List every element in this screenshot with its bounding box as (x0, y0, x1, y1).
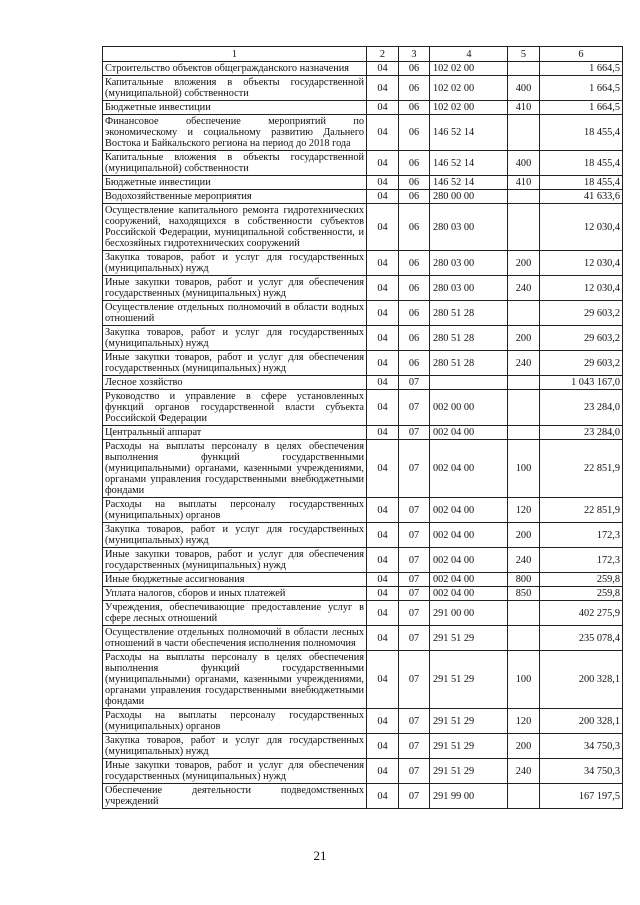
row-target-article: 280 03 00 (430, 251, 508, 276)
row-subsection: 06 (399, 276, 430, 301)
row-expense-type (508, 390, 540, 426)
page-number: 21 (313, 848, 327, 863)
row-target-article: 291 51 29 (430, 626, 508, 651)
row-target-article: 002 00 00 (430, 390, 508, 426)
row-subsection: 07 (399, 440, 430, 498)
row-amount: 12 030,4 (540, 204, 623, 251)
row-section: 04 (367, 626, 399, 651)
row-section: 04 (367, 601, 399, 626)
row-amount: 1 664,5 (540, 62, 623, 76)
row-section: 04 (367, 76, 399, 101)
row-expense-type: 100 (508, 440, 540, 498)
row-name: Расходы на выплаты персоналу в целях обеспечения выполнения функций государственными (муниципальными) органами, казенными учреждениями, органами управления государственными внебюджетными фондами (103, 440, 367, 498)
table-row (103, 76, 623, 101)
row-expense-type: 240 (508, 276, 540, 301)
table-row (103, 251, 623, 276)
row-amount: 172,3 (540, 548, 623, 573)
row-expense-type (508, 301, 540, 326)
row-name: Руководство и управление в сфере установленных функций органов государственной власти субъекта Российской Федерации (103, 390, 367, 426)
row-target-article: 280 51 28 (430, 351, 508, 376)
row-expense-type (508, 601, 540, 626)
row-section: 04 (367, 651, 399, 709)
row-amount: 200 328,1 (540, 709, 623, 734)
table-row (103, 276, 623, 301)
row-amount: 402 275,9 (540, 601, 623, 626)
row-subsection: 07 (399, 601, 430, 626)
table-row (103, 626, 623, 651)
row-target-article: 280 51 28 (430, 326, 508, 351)
row-subsection: 06 (399, 176, 430, 190)
table-row (103, 498, 623, 523)
table-row (103, 573, 623, 587)
table-row (103, 301, 623, 326)
row-subsection: 07 (399, 426, 430, 440)
row-name: Расходы на выплаты персоналу государственных (муниципальных) органов (103, 709, 367, 734)
row-subsection: 07 (399, 498, 430, 523)
row-target-article: 002 04 00 (430, 440, 508, 498)
row-target-article: 280 03 00 (430, 276, 508, 301)
row-target-article: 146 52 14 (430, 176, 508, 190)
row-section: 04 (367, 548, 399, 573)
row-name: Закупка товаров, работ и услуг для государственных (муниципальных) нужд (103, 251, 367, 276)
budget-table (102, 46, 623, 809)
row-section: 04 (367, 709, 399, 734)
row-section: 04 (367, 784, 399, 809)
row-subsection: 07 (399, 376, 430, 390)
row-section: 04 (367, 204, 399, 251)
row-name: Иные закупки товаров, работ и услуг для обеспечения государственных (муниципальных) нужд (103, 351, 367, 376)
row-name: Осуществление отдельных полномочий в области лесных отношений в части обеспечения исполнения полномочия (103, 626, 367, 651)
row-subsection: 07 (399, 523, 430, 548)
table-row (103, 601, 623, 626)
row-section: 04 (367, 115, 399, 151)
row-section: 04 (367, 734, 399, 759)
row-name: Центральный аппарат (103, 426, 367, 440)
row-name: Расходы на выплаты персоналу в целях обеспечения выполнения функций государственными (муниципальными) органами, казенными учреждениями, органами управления государственными внебюджетными фондами (103, 651, 367, 709)
table-row (103, 62, 623, 76)
row-name: Водохозяйственные мероприятия (103, 190, 367, 204)
row-name: Иные закупки товаров, работ и услуг для обеспечения государственных (муниципальных) нужд (103, 276, 367, 301)
row-amount: 1 043 167,0 (540, 376, 623, 390)
row-amount: 29 603,2 (540, 351, 623, 376)
row-expense-type: 200 (508, 734, 540, 759)
header-col-5: 5 (508, 47, 540, 62)
row-name: Обеспечение деятельности подведомственных учреждений (103, 784, 367, 809)
table-row (103, 376, 623, 390)
row-section: 04 (367, 440, 399, 498)
row-expense-type (508, 62, 540, 76)
row-name: Финансовое обеспечение мероприятий по экономическому и социальному развитию Дальнего Востока и Байкальского региона на период до 2018 года (103, 115, 367, 151)
table-row (103, 326, 623, 351)
row-target-article: 002 04 00 (430, 426, 508, 440)
table-row (103, 101, 623, 115)
row-section: 04 (367, 523, 399, 548)
table-row (103, 204, 623, 251)
row-name: Капитальные вложения в объекты государственной (муниципальной) собственности (103, 151, 367, 176)
row-target-article: 146 52 14 (430, 115, 508, 151)
row-section: 04 (367, 351, 399, 376)
row-expense-type (508, 190, 540, 204)
row-name: Иные закупки товаров, работ и услуг для обеспечения государственных (муниципальных) нужд (103, 759, 367, 784)
table-row (103, 651, 623, 709)
row-section: 04 (367, 573, 399, 587)
row-expense-type: 400 (508, 151, 540, 176)
row-expense-type (508, 115, 540, 151)
row-section: 04 (367, 426, 399, 440)
table-row (103, 587, 623, 601)
row-subsection: 07 (399, 734, 430, 759)
table-row (103, 734, 623, 759)
row-name: Осуществление отдельных полномочий в области водных отношений (103, 301, 367, 326)
row-amount: 12 030,4 (540, 276, 623, 301)
row-expense-type (508, 626, 540, 651)
row-subsection: 06 (399, 76, 430, 101)
row-expense-type: 800 (508, 573, 540, 587)
header-col-3: 3 (399, 47, 430, 62)
row-amount: 34 750,3 (540, 759, 623, 784)
row-subsection: 06 (399, 351, 430, 376)
row-subsection: 06 (399, 101, 430, 115)
row-subsection: 07 (399, 626, 430, 651)
row-section: 04 (367, 301, 399, 326)
row-amount: 22 851,9 (540, 440, 623, 498)
row-amount: 235 078,4 (540, 626, 623, 651)
row-subsection: 07 (399, 573, 430, 587)
row-target-article: 002 04 00 (430, 548, 508, 573)
row-subsection: 07 (399, 759, 430, 784)
row-name: Бюджетные инвестиции (103, 101, 367, 115)
row-amount: 259,8 (540, 573, 623, 587)
row-subsection: 06 (399, 326, 430, 351)
table-row (103, 709, 623, 734)
row-amount: 12 030,4 (540, 251, 623, 276)
row-amount: 167 197,5 (540, 784, 623, 809)
row-name: Иные бюджетные ассигнования (103, 573, 367, 587)
row-subsection: 06 (399, 251, 430, 276)
row-target-article: 146 52 14 (430, 151, 508, 176)
row-expense-type: 410 (508, 176, 540, 190)
row-amount: 172,3 (540, 523, 623, 548)
row-name: Уплата налогов, сборов и иных платежей (103, 587, 367, 601)
row-amount: 22 851,9 (540, 498, 623, 523)
row-section: 04 (367, 376, 399, 390)
row-target-article: 002 04 00 (430, 573, 508, 587)
table-row (103, 176, 623, 190)
row-name: Осуществление капитального ремонта гидротехнических сооружений, находящихся в собственности субъектов Российской Федерации, муниципальной собственности, и бесхозяйных гидротехнических сооружений (103, 204, 367, 251)
table-row (103, 115, 623, 151)
row-section: 04 (367, 176, 399, 190)
row-amount: 18 455,4 (540, 176, 623, 190)
row-name: Расходы на выплаты персоналу государственных (муниципальных) органов (103, 498, 367, 523)
row-subsection: 06 (399, 190, 430, 204)
table-row (103, 784, 623, 809)
row-target-article: 280 03 00 (430, 204, 508, 251)
row-section: 04 (367, 498, 399, 523)
table-header-row (103, 47, 623, 62)
row-expense-type (508, 426, 540, 440)
row-section: 04 (367, 587, 399, 601)
row-section: 04 (367, 390, 399, 426)
row-target-article: 291 51 29 (430, 709, 508, 734)
row-subsection: 07 (399, 784, 430, 809)
row-target-article: 280 00 00 (430, 190, 508, 204)
row-target-article: 102 02 00 (430, 76, 508, 101)
row-subsection: 06 (399, 301, 430, 326)
row-expense-type: 400 (508, 76, 540, 101)
row-expense-type: 240 (508, 548, 540, 573)
row-target-article: 291 99 00 (430, 784, 508, 809)
row-name: Закупка товаров, работ и услуг для государственных (муниципальных) нужд (103, 326, 367, 351)
table-row (103, 548, 623, 573)
row-name: Закупка товаров, работ и услуг для государственных (муниципальных) нужд (103, 523, 367, 548)
row-target-article: 102 02 00 (430, 101, 508, 115)
row-amount: 23 284,0 (540, 390, 623, 426)
row-subsection: 07 (399, 390, 430, 426)
header-col-2: 2 (367, 47, 399, 62)
row-section: 04 (367, 151, 399, 176)
row-target-article: 102 02 00 (430, 62, 508, 76)
row-section: 04 (367, 101, 399, 115)
row-subsection: 06 (399, 151, 430, 176)
row-subsection: 06 (399, 204, 430, 251)
row-section: 04 (367, 759, 399, 784)
row-amount: 18 455,4 (540, 151, 623, 176)
row-expense-type (508, 376, 540, 390)
row-section: 04 (367, 190, 399, 204)
row-expense-type: 120 (508, 498, 540, 523)
row-expense-type (508, 784, 540, 809)
row-amount: 29 603,2 (540, 326, 623, 351)
row-subsection: 07 (399, 651, 430, 709)
row-target-article: 291 00 00 (430, 601, 508, 626)
row-amount: 23 284,0 (540, 426, 623, 440)
row-amount: 18 455,4 (540, 115, 623, 151)
row-target-article: 002 04 00 (430, 523, 508, 548)
row-name: Закупка товаров, работ и услуг для государственных (муниципальных) нужд (103, 734, 367, 759)
table-row (103, 190, 623, 204)
row-subsection: 07 (399, 548, 430, 573)
row-expense-type (508, 204, 540, 251)
row-name: Иные закупки товаров, работ и услуг для обеспечения государственных (муниципальных) нужд (103, 548, 367, 573)
table-row (103, 151, 623, 176)
row-expense-type: 200 (508, 523, 540, 548)
header-col-1: 1 (103, 47, 367, 62)
row-section: 04 (367, 251, 399, 276)
row-amount: 1 664,5 (540, 101, 623, 115)
row-expense-type: 410 (508, 101, 540, 115)
row-amount: 34 750,3 (540, 734, 623, 759)
table-row (103, 390, 623, 426)
row-subsection: 07 (399, 709, 430, 734)
row-target-article: 291 51 29 (430, 759, 508, 784)
row-amount: 41 633,6 (540, 190, 623, 204)
row-target-article: 002 04 00 (430, 498, 508, 523)
row-name: Строительство объектов общегражданского назначения (103, 62, 367, 76)
row-name: Капитальные вложения в объекты государственной (муниципальной) собственности (103, 76, 367, 101)
row-section: 04 (367, 62, 399, 76)
header-col-6: 6 (540, 47, 623, 62)
row-expense-type: 100 (508, 651, 540, 709)
table-row (103, 440, 623, 498)
table-row (103, 759, 623, 784)
row-expense-type: 120 (508, 709, 540, 734)
row-amount: 200 328,1 (540, 651, 623, 709)
row-amount: 259,8 (540, 587, 623, 601)
row-expense-type: 200 (508, 326, 540, 351)
row-name: Лесное хозяйство (103, 376, 367, 390)
row-subsection: 06 (399, 115, 430, 151)
row-name: Бюджетные инвестиции (103, 176, 367, 190)
row-section: 04 (367, 326, 399, 351)
row-target-article: 280 51 28 (430, 301, 508, 326)
row-subsection: 06 (399, 62, 430, 76)
row-target-article: 291 51 29 (430, 651, 508, 709)
row-target-article: 002 04 00 (430, 587, 508, 601)
table-row (103, 426, 623, 440)
row-expense-type: 200 (508, 251, 540, 276)
row-subsection: 07 (399, 587, 430, 601)
table-row (103, 351, 623, 376)
row-name: Учреждения, обеспечивающие предоставление услуг в сфере лесных отношений (103, 601, 367, 626)
row-section: 04 (367, 276, 399, 301)
row-amount: 1 664,5 (540, 76, 623, 101)
row-target-article: 291 51 29 (430, 734, 508, 759)
header-col-4: 4 (430, 47, 508, 62)
table-row (103, 523, 623, 548)
row-target-article (430, 376, 508, 390)
row-expense-type: 240 (508, 759, 540, 784)
row-amount: 29 603,2 (540, 301, 623, 326)
row-expense-type: 240 (508, 351, 540, 376)
row-expense-type: 850 (508, 587, 540, 601)
